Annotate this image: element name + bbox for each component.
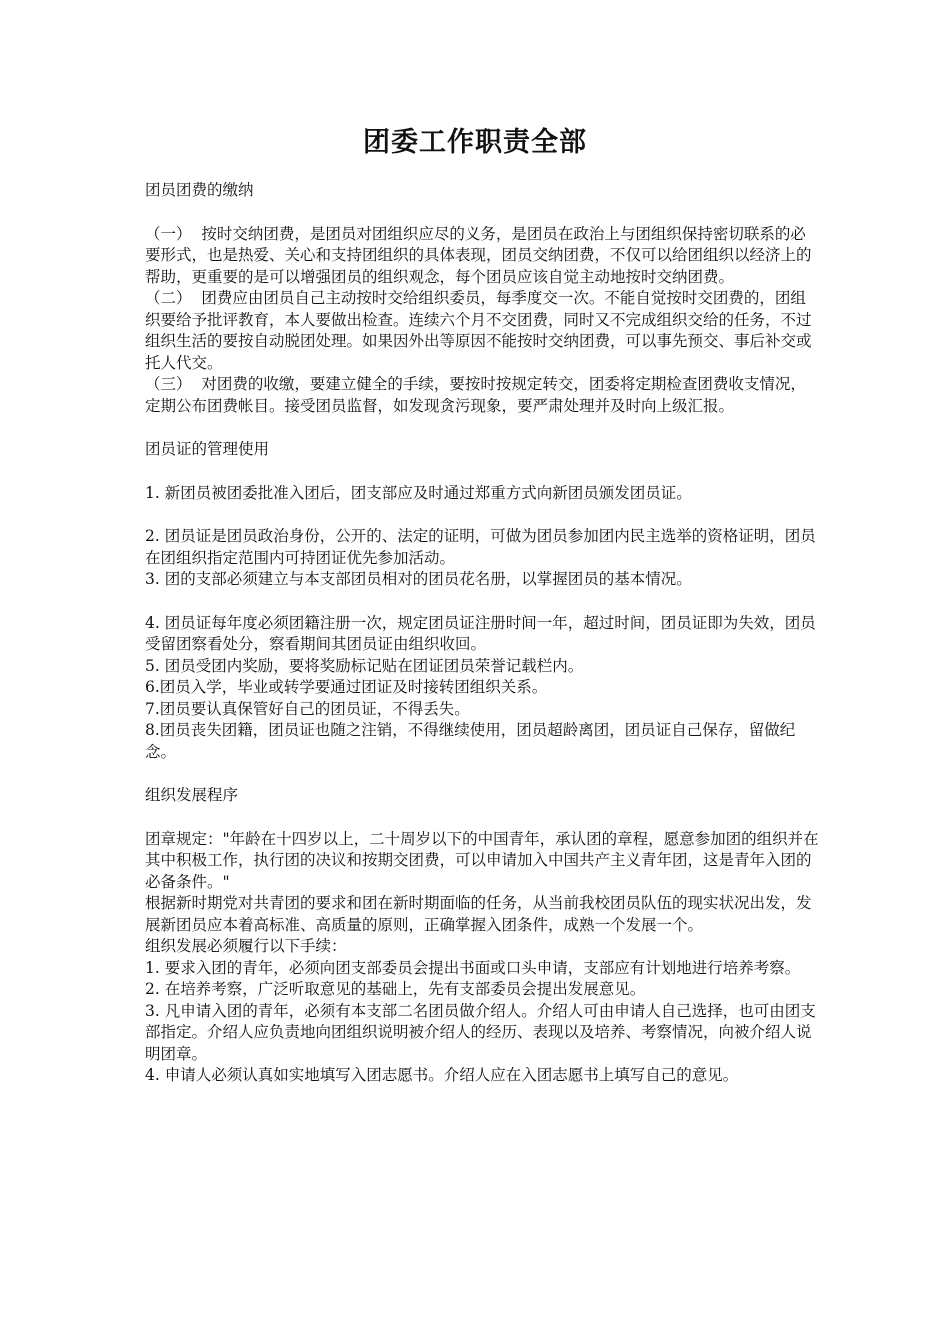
paragraph: 1. 要求入团的青年，必须向团支部委员会提出书面或口头申请，支部应有计划地进行培养考察。 bbox=[145, 958, 801, 977]
paragraph: 3. 凡申请入团的青年，必须有本支部二名团员做介绍人。介绍人可由申请人自己选择，也可由团支部指定。介绍人应负责地向团组织说明被介绍人的经历、表现以及培养、考察情况，向被介绍人说明团章。 bbox=[145, 1001, 816, 1063]
section-heading-fees: 团员团费的缴纳 bbox=[145, 181, 254, 199]
paragraph: 2. 在培养考察，广泛听取意见的基础上，先有支部委员会提出发展意见。 bbox=[145, 980, 646, 998]
paragraph: （一） 按时交纳团费，是团员对团组织应尽的义务，是团员在政治上与团组织保持密切联系的必要形式，也是热爱、关心和支持团组织的具体表现，团员交纳团费，不仅可以给团组织以经济上的帮助，更重要的是可以增强团员的组织观念，每个团员应该自觉主动地按时交纳团费。 bbox=[145, 224, 812, 286]
paragraph: 团章规定："年龄在十四岁以上，二十周岁以下的中国青年，承认团的章程，愿意参加团的组织并在其中积极工作，执行团的决议和按期交团费，可以申请加入中国共产主义青年团，这是青年入团的必备条件。" bbox=[145, 829, 819, 891]
paragraph: 4. 申请人必须认真如实地填写入团志愿书。介绍人应在入团志愿书上填写自己的意见。 bbox=[145, 1066, 739, 1084]
document-body bbox=[145, 180, 820, 1087]
paragraph: 根据新时期党对共青团的要求和团在新时期面临的任务，从当前我校团员队伍的现实状况出发，发展新团员应本着高标准、高质量的原则，正确掌握入团条件，成熟一个发展一个。 bbox=[145, 894, 812, 934]
paragraph: 5. 团员受团内奖励，要将奖励标记贴在团证团员荣誉记载栏内。 bbox=[145, 656, 584, 675]
section-heading-development: 组织发展程序 bbox=[145, 786, 239, 804]
paragraph: （三） 对团费的收缴，要建立健全的手续，要按时按规定转交，团委将定期检查团费收支情况，定期公布团费帐目。接受团员监督，如发现贪污现象，要严肃处理并及时向上级汇报。 bbox=[145, 375, 806, 415]
paragraph: 4. 团员证每年度必须团籍注册一次，规定团员证注册时间一年，超过时间，团员证即为失效，团员受留团察看处分，察看期间其团员证由组织收回。 bbox=[145, 613, 816, 653]
paragraph: 8.团员丧失团籍，团员证也随之注销，不得继续使用，团员超龄离团，团员证自己保存，留做纪念。 bbox=[145, 721, 796, 761]
paragraph: （二） 团费应由团员自己主动按时交给组织委员，每季度交一次。不能自觉按时交团费的，团组织要给予批评教育，本人要做出检查。连续六个月不交团费，同时又不完成组织交给的任务，不过组织生活的要按自动脱团处理。如果因外出等原因不能按时交纳团费，可以事先预交、事后补交或托人代交。 bbox=[145, 289, 812, 372]
paragraph: 组织发展必须履行以下手续： bbox=[145, 937, 347, 955]
paragraph: 6.团员入学，毕业或转学要通过团证及时接转团组织关系。 bbox=[145, 678, 548, 696]
section-heading-member-card: 团员证的管理使用 bbox=[145, 440, 270, 458]
paragraph: 1. 新团员被团委批准入团后，团支部应及时通过郑重方式向新团员颁发团员证。 bbox=[145, 483, 692, 502]
paragraph: 3. 团的支部必须建立与本支部团员相对的团员花名册，以掌握团员的基本情况。 bbox=[145, 570, 692, 588]
paragraph: 2. 团员证是团员政治身份，公开的、法定的证明，可做为团员参加团内民主选举的资格证明，团员在团组织指定范围内可持团证优先参加活动。 bbox=[145, 527, 816, 567]
document-title: 团委工作职责全部 bbox=[363, 127, 587, 158]
paragraph: 7.团员要认真保管好自己的团员证，不得丢失。 bbox=[145, 699, 470, 718]
